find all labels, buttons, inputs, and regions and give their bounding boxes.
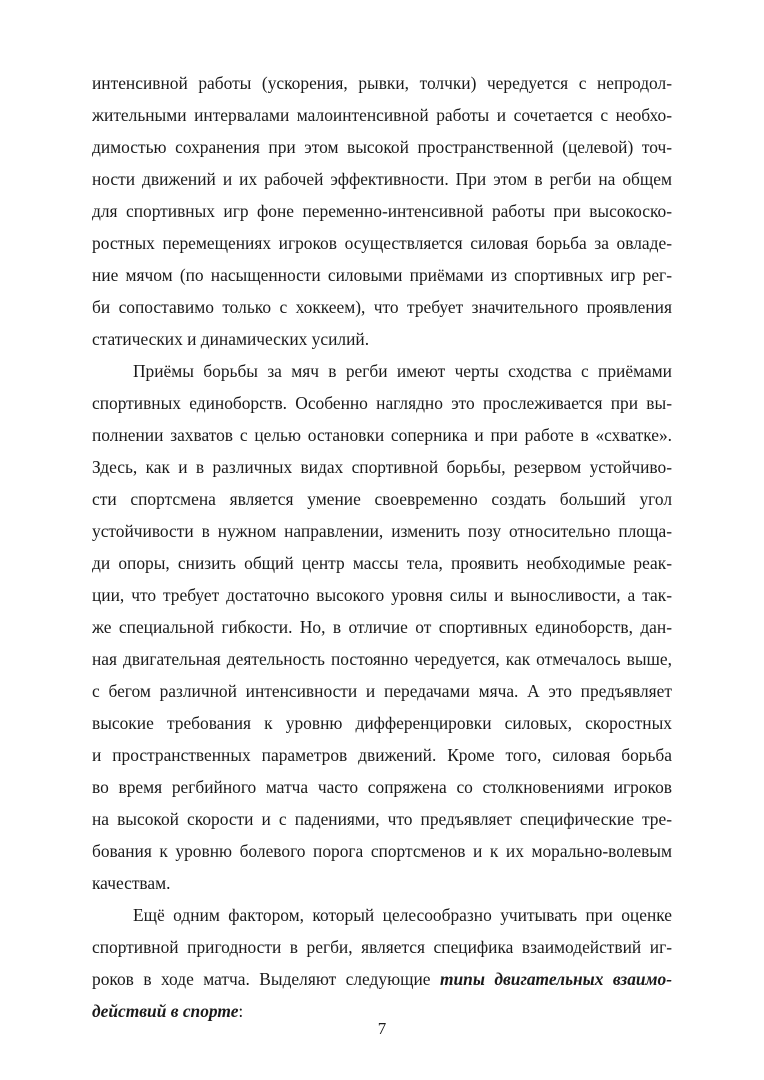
text-line: сти спортсмена является умение своевременно создать больший угол [92,489,672,509]
text-line: спортивной пригодности в регби, является специфика взаимодействий иг- [92,937,672,957]
text-line [92,969,672,989]
text-line: Здесь, как и в различных видах спортивной борьбы, резервом устойчиво- [92,457,672,477]
text-line: высокие требования к уровню дифференцировки силовых, скоростных [92,713,672,733]
emphasis-term: действий в спорте [92,1001,239,1021]
text-line: во время регбийного матча часто сопряжена со столкновениями игроков [92,777,672,797]
text-line: ции, что требует достаточно высокого уровня силы и выносливости, а так- [92,585,672,605]
text-line: димостью сохранения при этом высокой пространственной (целевой) точ- [92,137,672,157]
text-line: спортивных единоборств. Особенно наглядно это прослеживается при вы- [92,393,672,413]
text-line: устойчивости в нужном направлении, изменить позу относительно площа- [92,521,672,541]
text-line: полнении захватов с целью остановки соперника и при работе в «схватке». [92,425,672,445]
text-line: Приёмы борьбы за мяч в регби имеют черты сходства с приёмами [133,361,672,381]
page-number: 7 [377,1019,387,1038]
emphasis-term: типы двигательных взаимо- [439,969,672,989]
text-line: на высокой скорости и с падениями, что предъявляет специфические тре- [92,809,672,829]
text-line: для спортивных игр фоне переменно-интенсивной работы при высокоско- [92,201,672,221]
text-line: Ещё одним фактором, который целесообразно учитывать при оценке [133,905,672,925]
text-run: роков в ходе матча. Выделяют следующие [92,969,431,989]
text-line: же специальной гибкости. Но, в отличие от спортивных единоборств, дан- [92,617,672,637]
punctuation: : [238,1001,244,1021]
text-line: ди опоры, снизить общий центр массы тела, проявить необходимые реак- [92,553,672,573]
text-line: би сопоставимо только с хоккеем), что требует значительного проявления [92,297,672,317]
text-line: и пространственных параметров движений. Кроме того, силовая борьба [92,745,672,765]
text-line: качествам. [92,873,171,893]
text-line: статических и динамических усилий. [92,329,370,349]
text-line: ние мячом (по насыщенности силовыми приёмами из спортивных игр рег- [92,265,672,285]
text-line [92,1001,672,1021]
text-line: ростных перемещениях игроков осуществляется силовая борьба за овладе- [92,233,672,253]
text-line: бования к уровню болевого порога спортсменов и к их морально-волевым [92,841,672,861]
text-line: с бегом различной интенсивности и передачами мяча. А это предъявляет [92,681,672,701]
text-line: жительными интервалами малоинтенсивной работы и сочетается с необхо- [92,105,672,125]
text-line: ности движений и их рабочей эффективности. При этом в регби на общем [92,169,672,189]
text-line: интенсивной работы (ускорения, рывки, толчки) чередуется с непродол- [92,73,672,93]
text-line: ная двигательная деятельность постоянно чередуется, как отмечалось выше, [92,649,672,669]
